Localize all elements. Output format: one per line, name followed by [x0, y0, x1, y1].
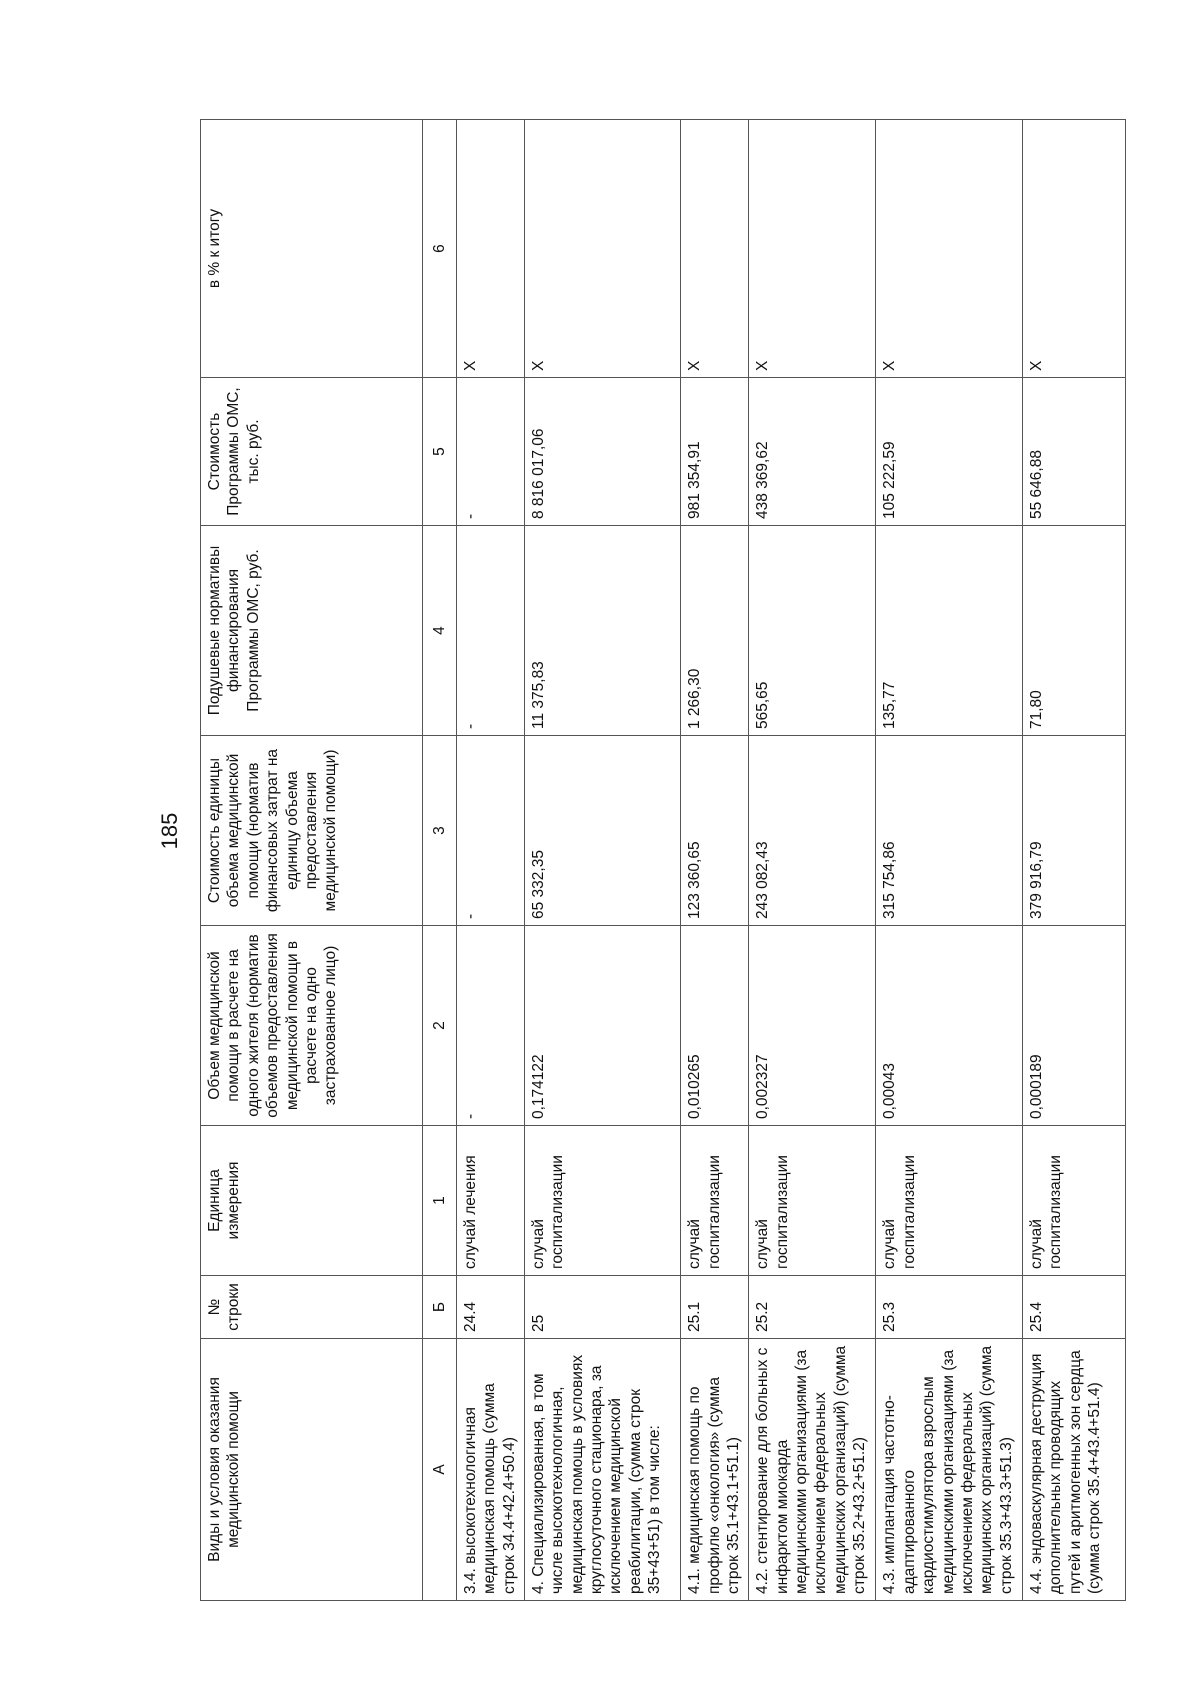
column-number: 2 [423, 926, 457, 1126]
unit-cost-cell: 315 754,86 [876, 736, 1022, 926]
per-capita-cell: 135,77 [876, 526, 1022, 736]
row-description: 4.4. эндоваскулярная деструкция дополнительных проводящих путей и аритмогенных зон сердца (сумма строк 35.4+43.4+51.4) [1022, 1339, 1125, 1601]
unit-cell: случай госпитализации [524, 1126, 681, 1276]
unit-cost-cell: 379 916,79 [1022, 736, 1125, 926]
column-number-row [423, 120, 457, 1601]
column-number: 6 [423, 120, 457, 378]
row-description: 3.4. высокотехнологичная медицинская помощь (сумма строк 34.4+42.4+50.4) [457, 1339, 525, 1601]
program-cost-cell: 438 369,62 [749, 378, 876, 526]
table-row [681, 120, 749, 1601]
row-description: 4. Специализированная, в том числе высокотехнологичная, медицинская помощь в условиях круглосуточного стационара, за исключением медицинской реабилитации, (сумма строк 35+43+51) в том числе: [524, 1339, 681, 1601]
financing-table [200, 119, 1126, 1601]
page-number: 185 [157, 812, 182, 850]
program-cost-cell: 8 816 017,06 [524, 378, 681, 526]
column-number: 4 [423, 526, 457, 736]
unit-cell: случай госпитализации [876, 1126, 1022, 1276]
row-number: 25.2 [749, 1276, 876, 1339]
per-capita-cell: - [457, 526, 525, 736]
program-cost-cell: 55 646,88 [1022, 378, 1125, 526]
table-container [200, 120, 1126, 1601]
percent-cell: Х [457, 120, 525, 378]
unit-cell: случай госпитализации [681, 1126, 749, 1276]
row-description: 4.1. медицинская помощь по профилю «онкология» (сумма строк 35.1+43.1+51.1) [681, 1339, 749, 1601]
header-cell: Виды и условия оказания медицинской помощи [201, 1339, 423, 1601]
row-number: 25.4 [1022, 1276, 1125, 1339]
table-row [457, 120, 525, 1601]
column-number: 5 [423, 378, 457, 526]
row-number: 25.3 [876, 1276, 1022, 1339]
per-capita-cell: 565,65 [749, 526, 876, 736]
column-number: 3 [423, 736, 457, 926]
program-cost-cell: 105 222,59 [876, 378, 1022, 526]
row-number: 25.1 [681, 1276, 749, 1339]
row-number: 24.4 [457, 1276, 525, 1339]
percent-cell: Х [876, 120, 1022, 378]
table-row [1022, 120, 1125, 1601]
volume-cell: 0,174122 [524, 926, 681, 1126]
header-row [201, 120, 423, 1601]
program-cost-cell: 981 354,91 [681, 378, 749, 526]
percent-cell: Х [681, 120, 749, 378]
header-cell: № строки [201, 1276, 423, 1339]
percent-cell: Х [524, 120, 681, 378]
volume-cell: - [457, 926, 525, 1126]
unit-cost-cell: - [457, 736, 525, 926]
unit-cell: случай лечения [457, 1126, 525, 1276]
header-cell: Подушевые нормативы финансирования Программы ОМС, руб. [201, 526, 423, 736]
percent-cell: Х [1022, 120, 1125, 378]
per-capita-cell: 71,80 [1022, 526, 1125, 736]
percent-cell: Х [749, 120, 876, 378]
header-cell: Стоимость Программы ОМС, тыс. руб. [201, 378, 423, 526]
column-number: Б [423, 1276, 457, 1339]
unit-cost-cell: 243 082,43 [749, 736, 876, 926]
per-capita-cell: 1 266,30 [681, 526, 749, 736]
header-cell: Объем медицинской помощи в расчете на одного жителя (норматив объемов предоставления медицинской помощи в расчете на одно застрахованное лицо) [201, 926, 423, 1126]
volume-cell: 0,000189 [1022, 926, 1125, 1126]
row-description: 4.3. имплантация частотно-адаптированного кардиостимулятора взрослым медицинскими организациями (за исключением федеральных медицинских организаций) (сумма строк 35.3+43.3+51.3) [876, 1339, 1022, 1601]
row-number: 25 [524, 1276, 681, 1339]
header-cell: Единица измерения [201, 1126, 423, 1276]
column-number: А [423, 1339, 457, 1601]
table-row [524, 120, 681, 1601]
volume-cell: 0,00043 [876, 926, 1022, 1126]
table-row [749, 120, 876, 1601]
table-row [876, 120, 1022, 1601]
header-cell: Стоимость единицы объема медицинской помощи (норматив финансовых затрат на единицу объема предоставления медицинской помощи) [201, 736, 423, 926]
unit-cost-cell: 65 332,35 [524, 736, 681, 926]
unit-cost-cell: 123 360,65 [681, 736, 749, 926]
row-description: 4.2. стентирование для больных с инфарктом миокарда медицинскими организациями (за исключением федеральных медицинских организаций) (сумма строк 35.2+43.2+51.2) [749, 1339, 876, 1601]
unit-cell: случай госпитализации [749, 1126, 876, 1276]
per-capita-cell: 11 375,83 [524, 526, 681, 736]
volume-cell: 0,002327 [749, 926, 876, 1126]
volume-cell: 0,010265 [681, 926, 749, 1126]
unit-cell: случай госпитализации [1022, 1126, 1125, 1276]
column-number: 1 [423, 1126, 457, 1276]
header-cell: в % к итогу [201, 120, 423, 378]
program-cost-cell: - [457, 378, 525, 526]
